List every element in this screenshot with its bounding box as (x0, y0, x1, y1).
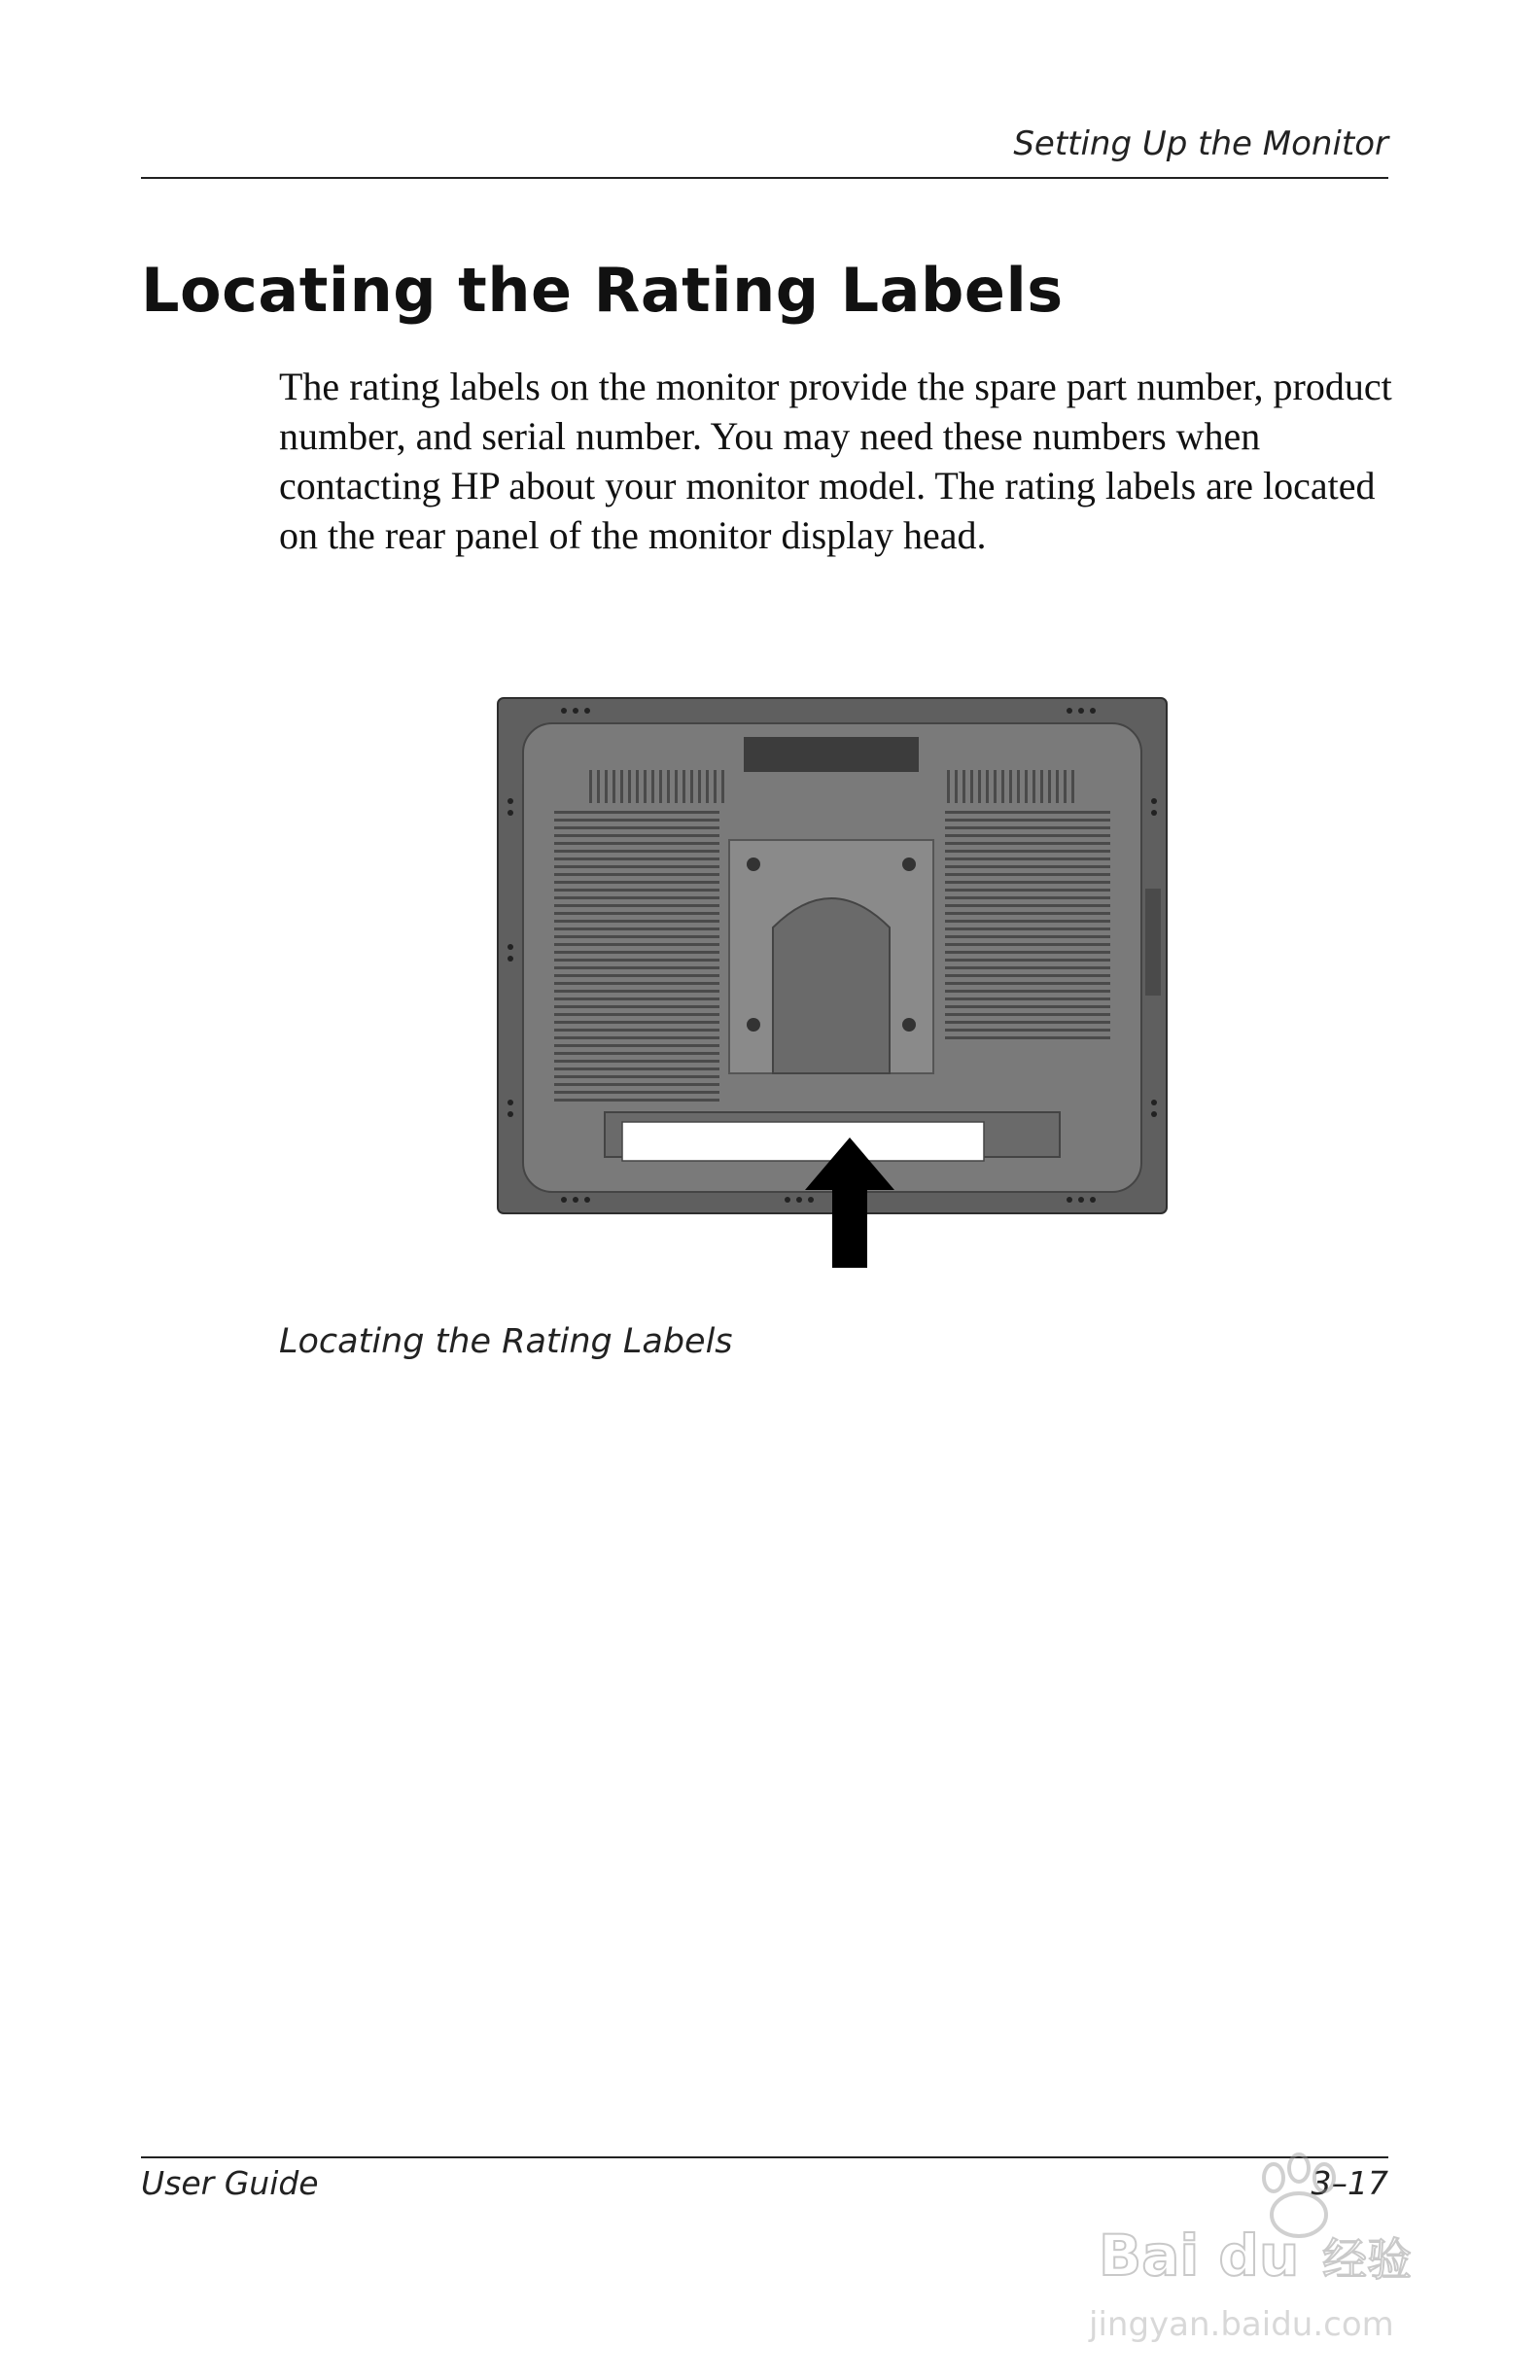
right-vents-top (943, 770, 1079, 803)
screw-hole (902, 858, 916, 871)
header-rule (141, 177, 1388, 179)
side-port (1145, 889, 1161, 996)
screw-hole (747, 858, 760, 871)
svg-text:经验: 经验 (1322, 2233, 1412, 2286)
top-handle (744, 737, 919, 772)
body-paragraph: The rating labels on the monitor provide the spare part number, product number, and serial number. You may need these numbers when contacting HP about your monitor model. The rating labels are located on the rear panel of the monitor display head. (279, 365, 1392, 557)
monitor-rear-illustration (496, 694, 1176, 1278)
footer-document-title: User Guide (141, 2164, 319, 2202)
baidu-watermark-logo (1079, 2129, 1449, 2353)
running-header: Setting Up the Monitor (1013, 124, 1388, 163)
rating-label-area (622, 1122, 984, 1161)
section-title: Locating the Rating Labels (141, 255, 1064, 326)
svg-text:Bai du: Bai du (1099, 2222, 1300, 2289)
svg-text:jingyan.baidu.com: jingyan.baidu.com (1089, 2305, 1394, 2344)
figure-caption: Locating the Rating Labels (279, 1322, 733, 1361)
footer-page-number: 3–17 (1311, 2164, 1388, 2202)
screw-hole (902, 1018, 916, 1032)
left-vents (554, 811, 719, 1102)
right-vents (945, 811, 1110, 1044)
stand-mount-arch (773, 898, 890, 1073)
left-vents-top (588, 770, 724, 803)
screw-hole (747, 1018, 760, 1032)
